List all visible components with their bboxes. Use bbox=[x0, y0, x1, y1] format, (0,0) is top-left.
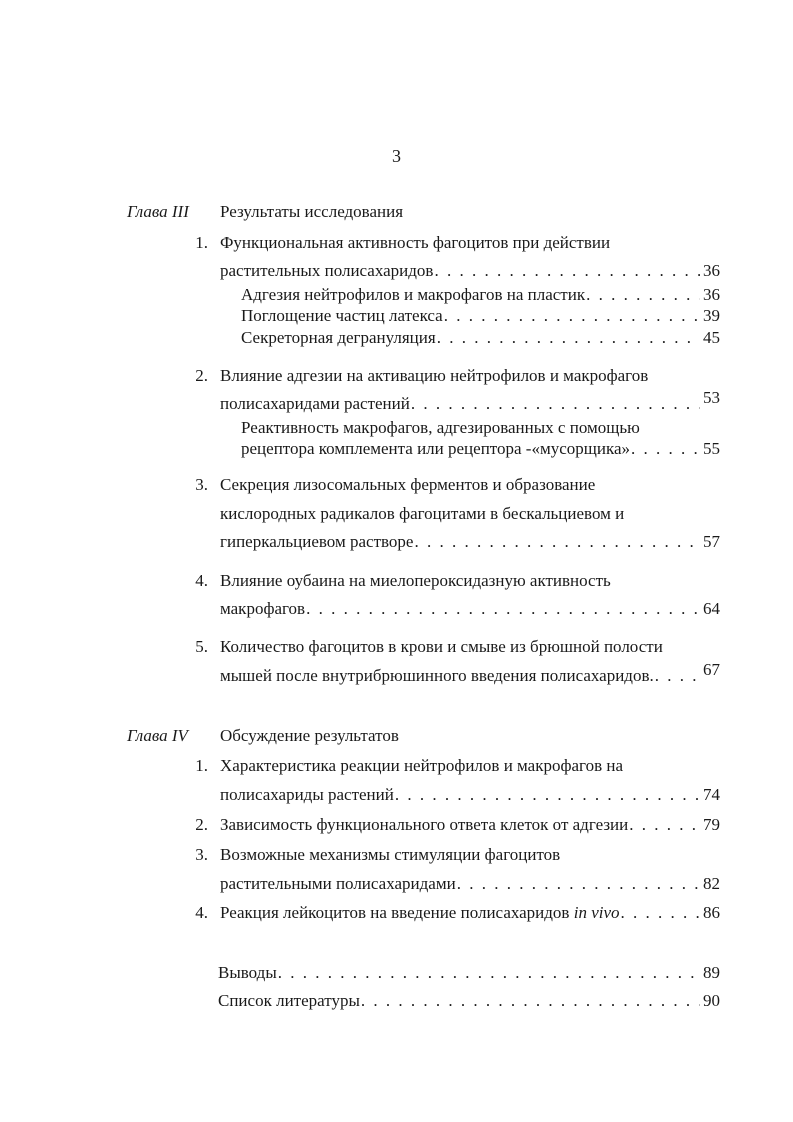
toc-entry-text: полисахариды растений bbox=[220, 785, 394, 804]
toc-entry[interactable] bbox=[220, 874, 720, 894]
item-number: 5. bbox=[195, 637, 208, 656]
leader-dots bbox=[457, 874, 700, 894]
page-number: 3 bbox=[392, 146, 401, 166]
toc-entry[interactable] bbox=[220, 815, 720, 835]
page-ref: 90 bbox=[703, 991, 720, 1010]
toc-entry-text: мышей после внутрибрюшинного введения полисахаридов. bbox=[220, 666, 654, 685]
toc-entry-line: Функциональная активность фагоцитов при действии bbox=[220, 233, 611, 252]
leader-dots bbox=[395, 785, 700, 805]
leader-dots bbox=[629, 815, 700, 835]
toc-entry-text bbox=[220, 903, 620, 923]
item-number: 3. bbox=[195, 845, 208, 864]
toc-entry[interactable] bbox=[220, 785, 720, 805]
toc-entry-line: Реактивность макрофагов, адгезированных с помощью bbox=[241, 418, 640, 437]
leader-dots bbox=[631, 439, 700, 459]
page-ref: 79 bbox=[703, 815, 720, 834]
toc-entry[interactable] bbox=[220, 660, 720, 686]
page-ref: 57 bbox=[703, 532, 720, 551]
page-ref: 36 bbox=[703, 261, 720, 280]
leader-dots bbox=[621, 903, 700, 923]
toc-entry-text: гиперкальциевом растворе bbox=[220, 532, 414, 551]
page-ref: 39 bbox=[703, 306, 720, 325]
leader-dots bbox=[306, 599, 700, 619]
toc-entry-line: Секреция лизосомальных ферментов и образование bbox=[220, 475, 596, 494]
leader-dots bbox=[278, 963, 700, 983]
toc-entry-text: растительными полисахаридами bbox=[220, 874, 456, 893]
toc-entry-text: макрофагов bbox=[220, 599, 306, 618]
page-ref: 89 bbox=[703, 963, 720, 982]
toc-entry[interactable] bbox=[220, 532, 720, 552]
item-number: 4. bbox=[195, 571, 208, 590]
toc-entry[interactable] bbox=[220, 903, 720, 923]
toc-entry-line: Характеристика реакции нейтрофилов и макрофагов на bbox=[220, 756, 624, 775]
toc-entry-references[interactable] bbox=[218, 991, 720, 1011]
toc-subentry[interactable] bbox=[241, 306, 720, 326]
item-number: 2. bbox=[195, 815, 208, 834]
chapter-title: Результаты исследования bbox=[220, 202, 404, 221]
page-ref: 55 bbox=[703, 439, 720, 458]
toc-entry-line: Влияние адгезии на активацию нейтрофилов и макрофагов bbox=[220, 366, 649, 385]
leader-dots bbox=[434, 261, 700, 281]
toc-entry-line: Количество фагоцитов в крови и смыве из брюшной полости bbox=[220, 637, 663, 656]
toc-entry-text: Секреторная дегрануляция bbox=[241, 328, 436, 347]
page-ref: 36 bbox=[703, 285, 720, 304]
toc-entry-text: растительных полисахаридов bbox=[220, 261, 434, 280]
toc-subentry[interactable] bbox=[241, 285, 720, 305]
toc-entry-text: Зависимость функционального ответа клеток от адгезии bbox=[220, 815, 629, 834]
page-ref: 67 bbox=[703, 660, 720, 679]
page-ref: 53 bbox=[703, 388, 720, 407]
toc-entry-text: Список литературы bbox=[218, 991, 360, 1010]
item-number: 4. bbox=[195, 903, 208, 922]
toc-entry-text: рецептора комплемента или рецептора -«мусорщика» bbox=[241, 439, 630, 458]
toc-subentry[interactable] bbox=[241, 328, 720, 348]
leader-dots bbox=[411, 394, 700, 414]
toc-entry-text-main: Реакция лейкоцитов на введение полисахаридов bbox=[220, 903, 570, 922]
item-number: 3. bbox=[195, 475, 208, 494]
leader-dots bbox=[655, 666, 700, 686]
toc-entry[interactable] bbox=[220, 599, 720, 619]
page-ref: 74 bbox=[703, 785, 720, 804]
chapter-label: Глава III bbox=[127, 202, 189, 221]
page-ref: 64 bbox=[703, 599, 720, 618]
chapter-label: Глава IV bbox=[127, 726, 188, 745]
leader-dots bbox=[414, 532, 700, 552]
toc-entry-text: полисахаридами растений bbox=[220, 394, 410, 413]
leader-dots bbox=[361, 991, 700, 1011]
item-number: 2. bbox=[195, 366, 208, 385]
toc-entry-line: Влияние оубаина на миелопероксидазную активность bbox=[220, 571, 611, 590]
toc-subentry[interactable] bbox=[241, 439, 720, 459]
leader-dots bbox=[437, 328, 700, 348]
toc-entry[interactable] bbox=[220, 261, 720, 281]
toc-entry-line: кислородных радикалов фагоцитами в бескальциевом и bbox=[220, 504, 625, 523]
toc-entry-line: Возможные механизмы стимуляции фагоцитов bbox=[220, 845, 561, 864]
page-ref: 86 bbox=[703, 903, 720, 922]
toc-entry-text: Адгезия нейтрофилов и макрофагов на пластик bbox=[241, 285, 586, 304]
toc-entry-text-italic: in vivo bbox=[573, 903, 620, 922]
page-ref: 82 bbox=[703, 874, 720, 893]
chapter-title: Обсуждение результатов bbox=[220, 726, 399, 745]
toc-entry[interactable] bbox=[220, 388, 720, 414]
toc-entry-text: Выводы bbox=[218, 963, 277, 982]
item-number: 1. bbox=[195, 756, 208, 775]
toc-entry-conclusions[interactable] bbox=[218, 963, 720, 983]
leader-dots bbox=[586, 285, 700, 305]
item-number: 1. bbox=[195, 233, 208, 252]
page-ref: 45 bbox=[703, 328, 720, 347]
toc-entry-text: Поглощение частиц латекса bbox=[241, 306, 443, 325]
leader-dots bbox=[444, 306, 700, 326]
